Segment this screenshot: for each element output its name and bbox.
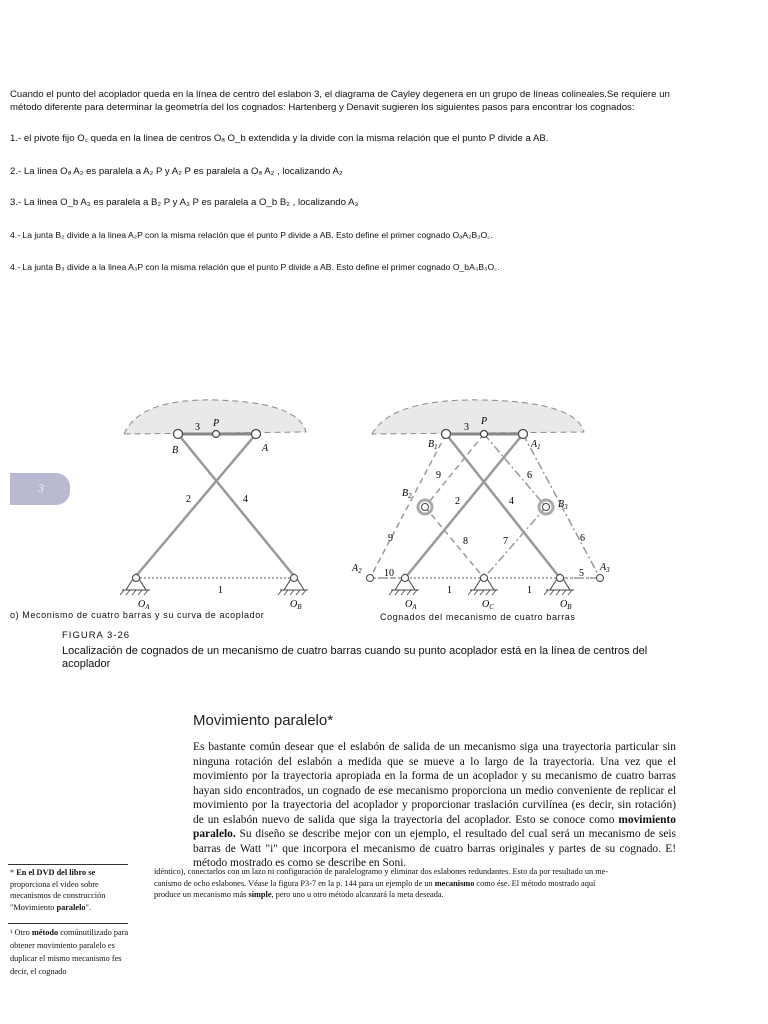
right-label-9a: 9 — [436, 470, 441, 481]
right-label-6b: 6 — [580, 533, 585, 544]
step-1: 1.- el pivote fijo O꜀ queda en la linea de centros Oₐ O_b extendida y la divide con la misma relación que el punto P divide a AB. — [10, 133, 549, 144]
left-label-B: B — [172, 445, 179, 456]
figure-3-26 — [0, 390, 768, 620]
right-label-B2: $B_2$ — [402, 488, 412, 500]
right-label-A2: $A_2$ — [352, 563, 362, 575]
right-label-P: P — [481, 416, 488, 427]
footnote-1-bold: En el DVD del libro se — [16, 868, 96, 877]
right-label-9b: 9 — [388, 533, 393, 544]
section-bold-term: movimiento paralelo. — [193, 813, 676, 840]
footnote-1 — [10, 867, 134, 913]
right-joint-B1 — [442, 430, 451, 439]
footnote-1-mark: * — [10, 868, 17, 877]
intro-line-1: Cuando el punto del acoplador queda en la línea de centro del eslabon 3, el diagrama de Cayley degenera en un grupo de líneas colineales.Se requiere un — [10, 89, 670, 100]
footnote-2 — [10, 926, 138, 978]
right-label-OC: $O_C$ — [482, 599, 494, 611]
left-label-OB: $O_B$ — [290, 599, 302, 611]
right-point-P — [481, 431, 488, 438]
right-label-OA: $O_A$ — [405, 599, 417, 611]
footnote-1-text: proporciona el video sobre mecanismos de construcción "Movimiento — [10, 879, 106, 912]
footnote-1-end: ". — [85, 902, 91, 912]
footnote-rule-1 — [8, 864, 128, 865]
right-link-7 — [484, 507, 546, 578]
section-body — [193, 740, 676, 871]
footnote-2-bold: método — [31, 928, 59, 937]
right-label-10: 10 — [384, 568, 394, 579]
right-label-7: 7 — [503, 536, 508, 547]
intro-line-2: método diferente para determinar la geometría del los cognados: Hartenberg y Denavit sugieren los siguientes pasos para encontrar los cognados: — [10, 102, 635, 113]
left-label-OA: $O_A$ — [138, 599, 150, 611]
right-ground-OB — [544, 574, 574, 595]
right-label-1b: 1 — [527, 585, 532, 596]
step-4: 4.- La junta B₂ divide a la linea A₂P con la misma relación que el punto P divide a AB. Esto define el primer cognado OₐA₂B₂O꜀. — [10, 230, 493, 240]
figure-left-caption: o) Meconismo de cuatro barras y su curva de acoplador — [10, 610, 265, 620]
right-label-A1: $A_1$ — [531, 439, 541, 451]
right-label-A3: $A_3$ — [600, 562, 610, 574]
figure-caption: Localización de cognados de un mecanismo de cuatro barras cuando su punto acoplador está en la línea de centros del acoplador — [62, 645, 648, 670]
right-label-B3: $B_3$ — [558, 499, 568, 511]
figure-number: FIGURA 3-26 — [62, 630, 131, 641]
left-label-3: 3 — [195, 422, 200, 433]
right-joint-A1 — [519, 430, 528, 439]
right-label-B1: $B_1$ — [428, 439, 438, 451]
figure-right-caption: Cognados del mecanismo de cuatro barras — [380, 612, 576, 622]
right-joint-A2 — [367, 575, 374, 582]
right-coupler-curve — [372, 400, 584, 434]
left-joint-A — [252, 430, 261, 439]
left-label-A: A — [262, 443, 269, 454]
right-label-5: 5 — [579, 568, 584, 579]
right-joint-A3 — [597, 575, 604, 582]
right-link-9a — [370, 434, 446, 578]
footnote-2-text: comúnutilizado para obtener movimiento paralelo es duplicar el mismo mecanismo fes decir, el cognado — [10, 928, 129, 976]
right-label-OB: $O_B$ — [560, 599, 572, 611]
right-label-6a: 6 — [527, 470, 532, 481]
right-mechanism — [351, 400, 610, 611]
left-joint-B — [174, 430, 183, 439]
footnote-1-bold-2: paralelo — [56, 902, 86, 912]
step-2: 2.- La linea Oₐ A₂ es paralela a A₂ P y A₂ P es paralela a Oₐ A₂ , localizando A₂ — [10, 166, 343, 177]
left-label-1: 1 — [218, 585, 223, 596]
right-label-8: 8 — [463, 536, 468, 547]
right-label-4: 4 — [509, 496, 514, 507]
footnote-2-mark: ¹ Otro — [10, 928, 32, 937]
left-mechanism — [120, 400, 308, 611]
footnote-cont-line-3: produce un mecanismo más simple, pero uno u otro método alcanzará la meta deseada. — [154, 890, 444, 899]
left-label-P: P — [213, 418, 220, 429]
left-label-2: 2 — [186, 494, 191, 505]
right-ground-OC — [468, 574, 498, 595]
left-ground-OA — [120, 574, 150, 595]
footnote-continuation — [154, 866, 684, 901]
footnote-cont-line-2: canismo de ocho eslabones. Véase la figura P3-7 en la p. 144 para un ejemplo de un mecanismo como ése. El método mostrado aquí — [154, 878, 596, 888]
step-5: 4.- La junta B₃ divide a la linea A₃P con la misma relación que el punto P divide a AB. Esto define el primer cognado O_bA₃B₃O꜀. — [10, 262, 500, 272]
right-label-3: 3 — [464, 422, 469, 433]
step-3: 3.- La linea O_b A₃ es paralela a B₂ P y A₃ P es paralela a O_b B₂ , localizando A₃ — [10, 197, 359, 208]
chapter-tab-number: 3 — [38, 481, 44, 495]
footnote-rule-2 — [8, 923, 128, 924]
section-text-1: Es bastante común desear que el eslabón de salida de un mecanismo siga una trayectoria particular sin ninguna rotación del eslabón a medida que se mueve a lo largo de la trayectoria. Una vez que el movimiento por la trayectoria apropiada en la forma de un acoplador y su mecanismo de cuatro barras hayan sido encontrados, un cognado de ese mecanismo proporciona un medio conveniente de replicar el movimiento por la trayectoria del acoplador y proporcionar traslación curvilínea (es decir, sin rotación) de un eslabón nuevo de salida que siga la trayectoria del acoplador. Esto se conoce como — [193, 741, 676, 826]
left-point-P — [213, 431, 220, 438]
left-ground-OB — [278, 574, 308, 595]
right-joint-B2 — [422, 504, 429, 511]
footnote-cont-line-1: idéntico), conectarlos con un lazo ni configuración de paralelogramo y eliminar dos eslabones redundantes. Esto da por resultado un me- — [154, 867, 609, 876]
section-title: Movimiento paralelo* — [193, 712, 334, 729]
left-label-4: 4 — [243, 494, 248, 505]
right-label-1a: 1 — [447, 585, 452, 596]
section-text-2: Su diseño se describe mejor con un ejemplo, el resultado del cual será un mecanismo de seis barras de Watt "i" que incorpora el mecanismo de cuatro barras originales y partes de su cognado. E! método mostrado es como se describe en Soni. — [193, 828, 676, 869]
right-joint-B3 — [543, 504, 550, 511]
right-label-2: 2 — [455, 496, 460, 507]
